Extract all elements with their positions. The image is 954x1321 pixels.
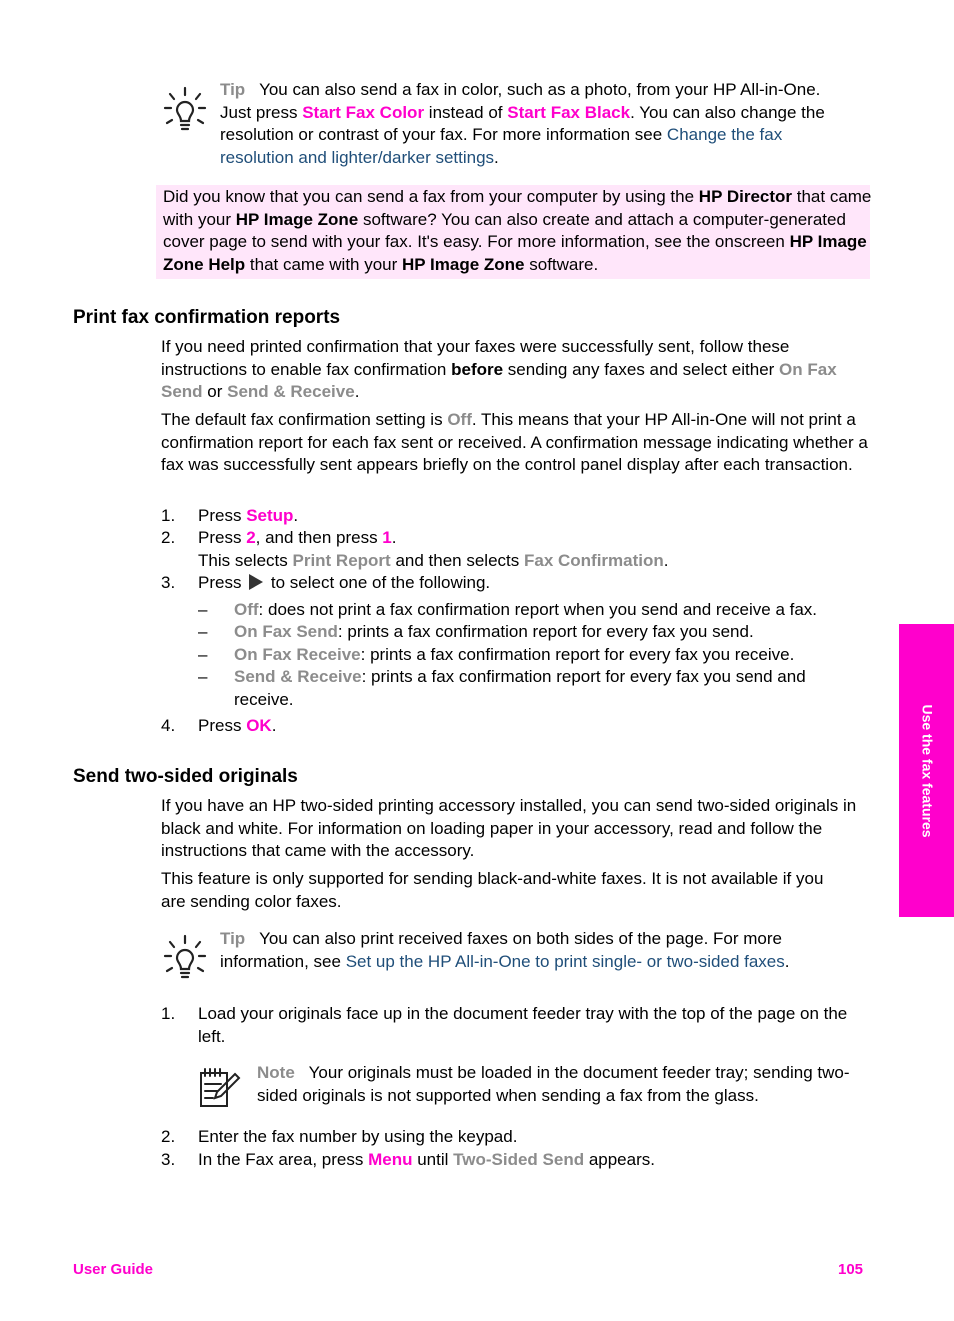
step-number: 2. [161,528,176,547]
note-text: Note Your originals must be loaded in the document feeder tray; sending two-sided originals is not supported when sending a fax from the glass. [257,1063,850,1105]
fax-resolution-link[interactable]: Change the fax resolution and lighter/darker settings [220,125,783,167]
start-fax-black-key: Start Fax Black [507,102,631,122]
paragraph: This feature is only supported for sending black-and-white faxes. It is not available if you are sending color faxes. [161,869,824,911]
menu-key: Menu [368,1150,413,1169]
notepad-pencil-icon [197,1066,241,1110]
step-text: Press Setup. [198,506,299,525]
step-number: 1. [161,506,176,525]
option-dash: – [198,600,208,619]
option-item: On Fax Send: prints a fax confirmation report for every fax you send. [234,622,754,641]
callout-text: Did you know that you can send a fax from your computer by using the HP Director that came with your HP Image Zone software? You can also create and attach a computer-generated cover page to send with your fax. It's easy. For more information, see the onscreen HP Image Zone Help that came with your HP Image Zone software. [163,187,872,274]
option-dash: – [198,667,208,686]
option-item: Off: does not print a fax confirmation report when you send and receive a fax. [234,600,818,619]
lightbulb-icon [163,86,207,134]
ok-key: OK [246,716,272,735]
step-number: 1. [161,1004,176,1023]
option-item: On Fax Receive: prints a fax confirmation report for every fax you receive. [234,645,795,664]
start-fax-color-key: Start Fax Color [302,102,425,122]
option-dash: – [198,645,208,664]
step-text: Press to select one of the following. [198,573,491,592]
info-callout [156,185,870,279]
lightbulb-icon [163,934,207,982]
step-text: Press OK. [198,716,277,735]
section-heading: Send two-sided originals [73,766,298,787]
step-number: 3. [161,1150,176,1169]
step-number: 2. [161,1127,176,1146]
step-text: Press 2, and then press 1. This selects Print Report and then selects Fax Confirmation. [198,528,669,570]
page-number: 105 [838,1261,864,1278]
setup-key: Setup [246,506,294,525]
step-number: 3. [161,573,176,592]
step-text: Enter the fax number by using the keypad. [198,1127,518,1146]
step-text: In the Fax area, press Menu until Two-Sided Send appears. [198,1150,655,1169]
paragraph: If you have an HP two-sided printing accessory installed, you can send two-sided originals in black and white. For information on loading paper in your accessory, read and follow the instructions that came with the accessory. [161,796,857,860]
paragraph: If you need printed confirmation that your faxes were successfully sent, follow these instructions to enable fax confirmation before sending any faxes and select either On Fax Send or Send & Receive. [161,337,837,401]
tip-text: Tip You can also print received faxes on both sides of the page. For more information, see Set up the HP All-in-One to print single- or two-sided faxes. [220,929,790,971]
right-arrow-icon [249,574,263,590]
footer-guide-title: User Guide [73,1261,154,1278]
option-item: Send & Receive: prints a fax confirmation report for every fax you send and receive. [234,667,806,709]
two-sided-faxes-link[interactable]: Set up the HP All-in-One to print single- or two-sided faxes [345,951,785,971]
step-text: Load your originals face up in the document feeder tray with the top of the page on the left. [198,1004,848,1046]
section-heading: Print fax confirmation reports [73,307,341,328]
paragraph: The default fax confirmation setting is Off. This means that your HP All-in-One will not print a confirmation report for each fax sent or received. A confirmation message indicating whether a fax was successfully sent appears briefly on the control panel display after each transaction. [161,410,868,474]
chapter-side-tab [899,624,954,917]
side-tab-label: Use the fax features [918,703,935,838]
step-number: 4. [161,716,176,735]
option-dash: – [198,622,208,641]
tip-text: Tip You can also send a fax in color, such as a photo, from your HP All-in-One. Just press Start Fax Color instead of Start Fax Black. You can also change the resolution or contrast of your fax. For more information see Change the fax resolution and lighter/darker settings. [220,80,825,167]
